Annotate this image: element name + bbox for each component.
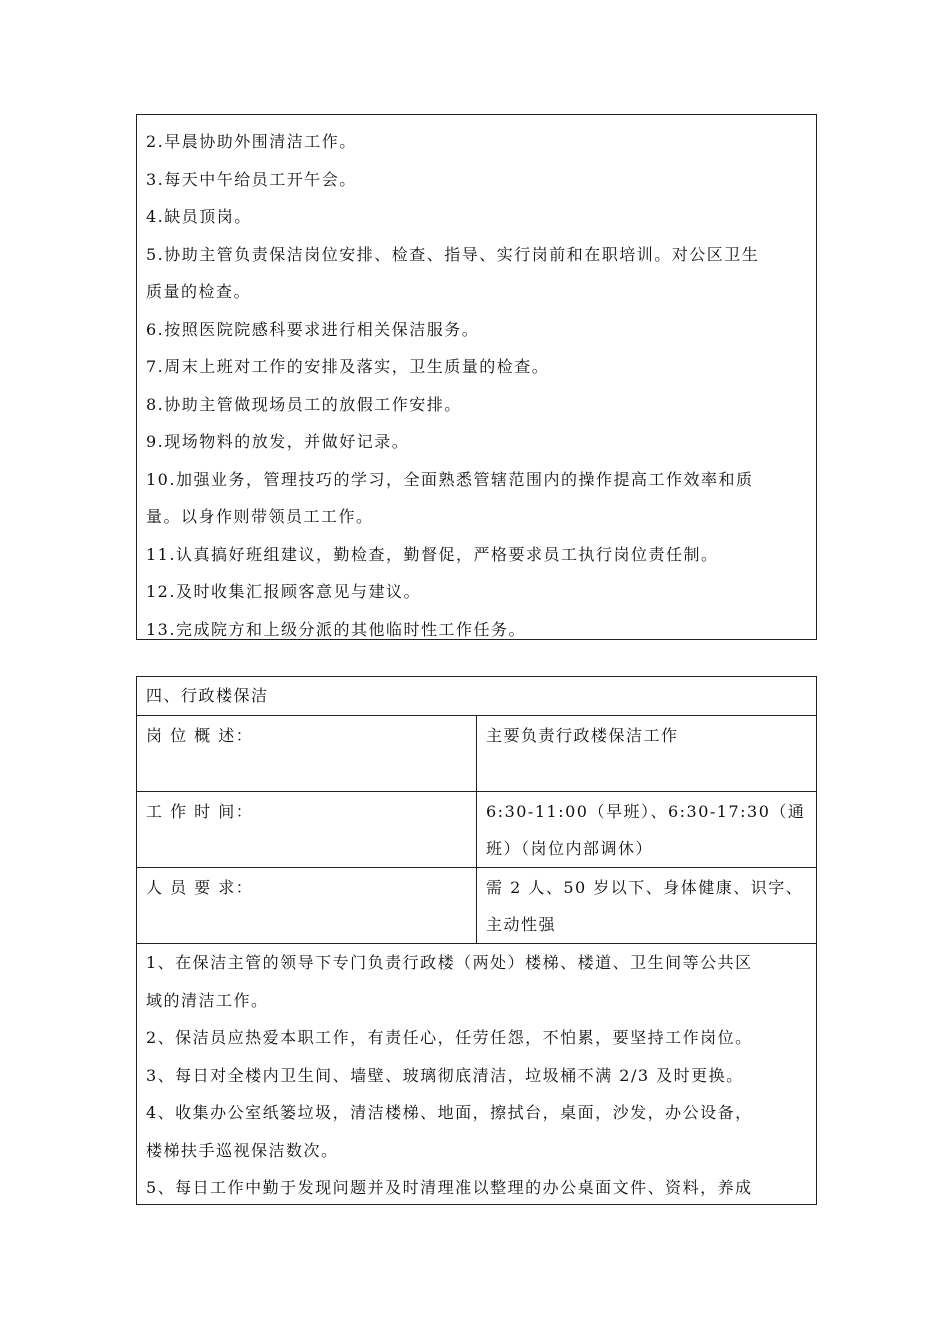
- admin-building-cleaning-table: [136, 676, 817, 1205]
- duty-line: 质量的检查。: [146, 282, 252, 301]
- duty-line: 2.早晨协助外围清洁工作。: [146, 132, 357, 151]
- duty-line: 楼梯扶手巡视保洁数次。: [146, 1140, 339, 1160]
- staff-requirement-label: 人 员 要 求：: [137, 868, 477, 944]
- duties-box: [136, 114, 817, 640]
- job-overview-label: 岗 位 概 述：: [137, 716, 477, 792]
- duty-line: 12.及时收集汇报顾客意见与建议。: [146, 582, 421, 601]
- duty-line: 13.完成院方和上级分派的其他临时性工作任务。: [146, 619, 526, 639]
- duty-line: 8.协助主管做现场员工的放假工作安排。: [146, 394, 462, 414]
- job-overview-value: 主要负责行政楼保洁工作: [477, 716, 817, 792]
- duty-line: 3.每天中午给员工开午会。: [146, 169, 357, 189]
- duty-line: 量。以身作则带领员工工作。: [146, 507, 374, 526]
- duty-line: 5、每日工作中勤于发现问题并及时清理准以整理的办公桌面文件、资料，养成: [146, 1178, 753, 1197]
- work-hours-value: 6:30-11:00（早班）、6:30-17:30（通班）（岗位内部调休）: [477, 792, 817, 868]
- staff-requirement-value: 需 2 人、50 岁以下、身体健康、识字、主动性强: [477, 868, 817, 944]
- duty-line: 2、保洁员应热爱本职工作，有责任心，任劳任怨，不怕累，要坚持工作岗位。: [146, 1028, 753, 1047]
- duty-line: 9.现场物料的放发，并做好记录。: [146, 432, 410, 451]
- duty-line: 6.按照医院院感科要求进行相关保洁服务。: [146, 319, 480, 339]
- duty-line: 4.缺员顶岗。: [146, 207, 252, 226]
- duty-line: 11.认真搞好班组建议，勤检查，勤督促，严格要求员工执行岗位责任制。: [146, 544, 719, 564]
- duty-line: 10.加强业务，管理技巧的学习，全面熟悉管辖范围内的操作提高工作效率和质: [146, 469, 754, 489]
- duty-line: 4、收集办公室纸篓垃圾，清洁楼梯、地面，擦拭台，桌面，沙发，办公设备，: [146, 1103, 753, 1122]
- duty-line: 7.周末上班对工作的安排及落实，卫生质量的检查。: [146, 357, 550, 376]
- section-title: 四、行政楼保洁: [137, 677, 816, 716]
- duties-cell: [137, 944, 816, 1206]
- duty-line: 5.协助主管负责保洁岗位安排、检查、指导、实行岗前和在职培训。对公区卫生: [146, 244, 760, 264]
- duty-line: 域的清洁工作。: [146, 990, 269, 1010]
- duty-line: 3、每日对全楼内卫生间、墙壁、玻璃彻底清洁，垃圾桶不满 2/3 及时更换。: [146, 1065, 744, 1085]
- work-hours-label: 工 作 时 间：: [137, 792, 477, 868]
- duty-line: 1、在保洁主管的领导下专门负责行政楼（两处）楼梯、楼道、卫生间等公共区: [146, 953, 753, 972]
